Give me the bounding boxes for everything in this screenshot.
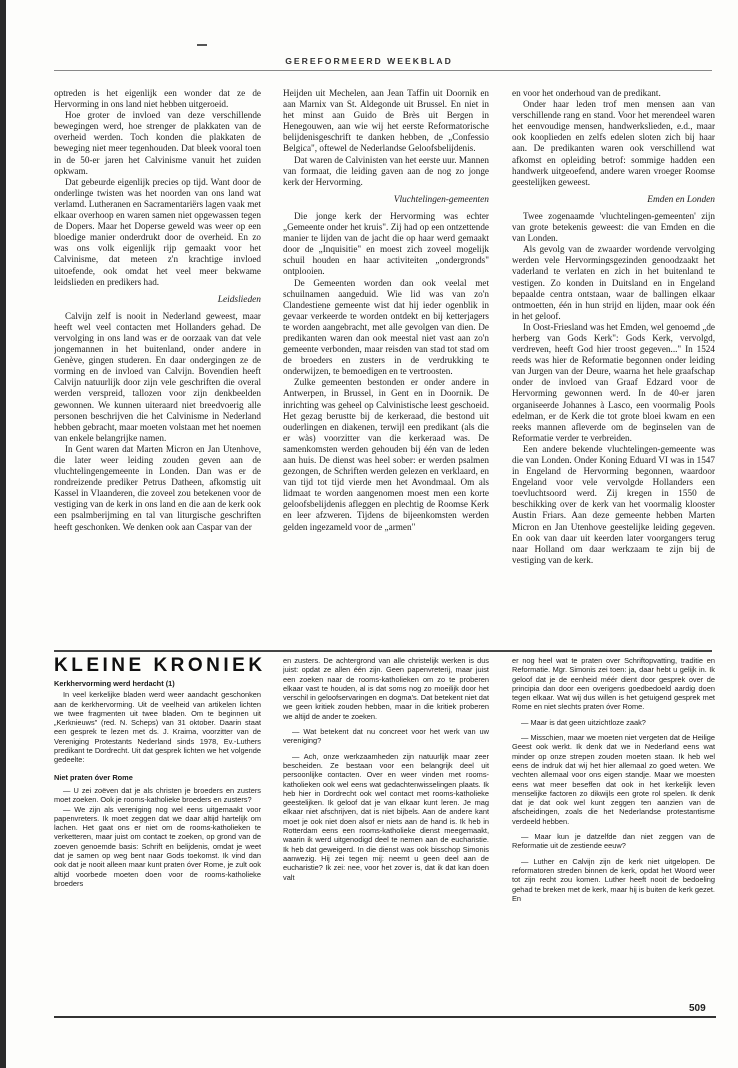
paragraph: en zusters. De achtergrond van alle christelijk werken is dus juist: opdat ze allen één zijn. Geen papenvreterij, maar juist een zoeken naar de rooms-katholieken om zo te proberen elkaar vast te houden, al is dat soms nog zo moeilijk door het verschil in geloofservaringen en dogma's. Dat betekent niet dat we geen kritiek zouden hebben, maar in die kritiek proberen we altijd de ander te zoeken. [283, 656, 489, 721]
article-column-3 [512, 88, 715, 646]
paragraph: In Gent waren dat Marten Micron en Jan Utenhove, die later weer leiding zouden geven aan de vluchtelingengemeente in Londen. Dan was er de rondreizende prediker Petrus Datheen, afkomstig uit Kassel in Vlaanderen, die zoveel zou betekenen voor de vestiging van de kerk in ons land en die aan de kerk ook een psalmberijming en tal van liturgische geschriften heeft geschonken. We denken ook aan Caspar van der [54, 443, 261, 532]
paragraph: De Gemeenten worden dan ook veelal met schuilnamen aangeduid. Wie lid was van zo'n Clandestiene gemeente wist dat hij ieder ogenblik in gevaar verkeerde te worden ontdekt en bij ketterjagers te worden aangebracht, met alle gevolgen van dien. De predikanten waren dan ook meestal niet vast aan zo'n gemeente verbonden, maar reisden van stad tot stad om de broeders en zusters in de verdrukking te onderwijzen, te bemoedigen en te vertroosten. [283, 277, 489, 377]
running-head: GEREFORMEERD WEEKBLAD [285, 56, 453, 66]
article-column-1 [54, 88, 261, 646]
paragraph: Zulke gemeenten bestonden er onder andere in Antwerpen, in Brussel, in Gent en in Doornik. De inrichting was geheel op Calvinistische leest geschoeid. Het gezag berustte bij de kerkeraad, die bestond uit ouderlingen en diakenen, terwijl een predikant (als die er wàs) voorzitter van die kerkeraad was. De samenkomsten werden gehouden bij één van de leden aan huis. De dienst was heel sober: er werden psalmen gezongen, de Schriften werden gelezen en verklaard, en van tijd tot tijd vierde men het Avondmaal. Om als lidmaat te worden aangenomen moest men een korte geloofsbelijdenis afleggen en plechtig de Roomse Kerk en leer afzweren. Tijdens de bijeenkomsten werden gelden ingezameld voor de „armen" [283, 377, 489, 532]
section-heading-leidslieden: Leidslieden [217, 294, 261, 305]
paragraph: en voor het onderhoud van de predikant. [512, 88, 661, 98]
paragraph: Die jonge kerk der Hervorming was echter „Gemeente onder het kruis". Zij had op een ontzettende manier te lijden van de jacht die op haar werd gemaakt door de „Inquisitie" en moest zich zoveel mogelijk schuil houden en haar activiteiten „ondergronds" ontplooien. [283, 210, 489, 277]
paragraph: — Wat betekent dat nu concreet voor het werk van uw vereniging? [283, 727, 489, 746]
header-rule [54, 70, 712, 71]
paragraph: — Maar kun je datzelfde dan niet zeggen van de Reformatie uit de zestiende eeuw? [512, 832, 715, 851]
paragraph: Een andere bekende vluchtelingen-gemeente was die van Londen. Onder Koning Eduard VI was in 1547 in Engeland de Hervorming begonnen, waardoor Engeland voor vele vervolgde Hollanders een toevluchtsoord werd. Zij kregen in 1550 de beschikking over de kerk van het voormalig klooster Austin Friars. Aan deze gemeente hebben Marten Micron en Jan Utenhove geestelijke leiding gegeven. En ook van daar uit keerden later voorgangers terug naar Holland om daar werkzaam te zijn bij de vestiging van de kerk. [512, 443, 715, 565]
page-number: 509 [689, 1003, 706, 1014]
kroniek-subhead: Niet praten óver Rome [54, 772, 133, 782]
paragraph: Onder haar leden trof men mensen aan van verschillende rang en stand. Voor het merendeel waren het eenvoudige mensen, handwerkslieden, e.d., maar ook kooplieden en zelfs edelen sloten zich bij haar aan. De predikanten waren ook verschillend wat afkomst en opleiding betrof: sommige hadden een handwerk uitgeoefend, andere waren vroeger Roomse geestelijken geweest. [512, 99, 715, 187]
footer-rule [54, 1016, 716, 1018]
paragraph: In Oost-Friesland was het Emden, wel genoemd „de herberg van Gods Kerk": Gods Kerk, vervolgd, verdreven, heeft God hier troost gegeven..." In 1524 reeds was hier de Reformatie begonnen onder leiding van Jurgen van der Deure, waarna het hele graafschap onder de invloed van Graaf Edzard voor de Hervorming gewonnen werd. In de 40-er jaren organiseerde Johannes à Lasco, een voormalig Pools edelman, er de Kerk die tot grote bloei kwam en een reeks mannen afleverde om de beginselen van de Reformatie verder te verbreiden. [512, 321, 715, 443]
article-column-2 [283, 88, 489, 646]
paragraph: — Misschien, maar we moeten niet vergeten dat de Heilige Geest ook werkt. Ik denk dat we in Nederland eens wat minder op onze strepen zouden moeten staan. Ik heb wel eens de indruk dat wij het hier allemaal zo goed weten. We vechten allemaal voor ons eigen standje. Maar we moesten eens wat meer beseffen dat ook in het kerkelijk leven menselijke factoren zo dikwijls een grote rol spelen. Ik denk dat je dat ook wel kunt zeggen ten aanzien van de afscheidingen, zoals die het Nederlandse protestantisme verdeeld hebben. [512, 733, 715, 826]
kroniek-title: KLEINE KRONIEK [54, 655, 266, 676]
paragraph: In veel kerkelijke bladen werd weer aandacht geschonken aan de kerkhervorming. Uit de veelheid van artikelen lichten we twee fragmenten uit twee bladen. Om te beginnen uit „Kerknieuws" (red. N. Scheps) van 31 oktober. Daarin staat een gesprek te lezen met ds. J. Kraima, voorzitter van de Vereniging Protestants Nederland sinds 1978, Ev.-Luthers predikant te Dordrecht. Uit dat gesprek lichten we het volgende gedeelte: [54, 690, 261, 765]
section-heading-emden-en-londen: Emden en Londen [647, 194, 715, 205]
paragraph: Calvijn zelf is nooit in Nederland geweest, maar heeft wel veel contacten met Hollanders gehad. De vervolging in ons land was er de oorzaak van dat vele jongemannen in het buitenland, onder andere in Genève, gingen studeren. En daar ondergingen ze de vorming en de invloed van Calvijn. Bovendien heeft Calvijn natuurlijk door zijn vele geschriften die overal werden verspreid, tallozen voor zijn denkbeelden gewonnen. We kunnen uiteraard niet breedvoerig alle personen beschrijven die het Calvinisme in Nederland hebben gebracht, maar moeten volstaan met het noemen van enkele belangrijke namen. [54, 310, 261, 443]
paragraph: Als gevolg van de zwaarder wordende vervolging werden vele Hervormingsgezinden genoodzaakt het vaderland te verlaten en zich in het buitenland te vestigen. Zo konden in Duitsland en in Engeland bepaalde centra ontstaan, waar de ballingen elkaar ontmoetten, één in hun strijd en lijden, maar ook één in het geloof. [512, 244, 715, 321]
kroniek-subtitle: Kerkhervorming werd herdacht (1) [54, 679, 175, 688]
kroniek-column-1 [54, 679, 261, 1001]
paragraph: — We zijn als vereniging nog wel eens uitgemaakt voor papenvreters. Ik moet zeggen dat we daar altijd hartelijk om lachen. Het gaat ons er niet om de rooms-katholieken te verketteren, maar juist om contact te zoeken, op grond van de zoeven genoemde basis: Schrift en belijdenis, omdat je weet dat je samen op weg bent naar Gods toekomst. Ik vind dan ook dat je nooit alleen maar kunt praten óver Rome, je zult ook altijd voorbede moeten doen voor de rooms-katholieke broeders [54, 804, 261, 888]
scan-page-edge [0, 0, 6, 1068]
section-heading-vluchtelingen-gemeenten: Vluchtelingen-gemeenten [393, 194, 489, 205]
paragraph: Hoe groter de invloed van deze verschillende bewegingen werd, hoe strenger de plakkaten van de overheid werden. Toch konden die plakkaten de beweging niet meer tegenhouden. Dat bleek vooral toen in de 50-er jaren het Calvinisme vanuit het zuiden opkwam. [54, 110, 261, 176]
scan-mark [197, 44, 207, 46]
paragraph: Twee zogenaamde 'vluchtelingen-gemeenten' zijn van grote betekenis geweest: die van Emden en die van Londen. [512, 210, 715, 244]
paragraph: Dat gebeurde eigenlijk precies op tijd. Want door de onderlinge twisten was het noorden van ons land wat verlamd. Lutheranen en Sacramentariërs lagen vaak met elkaar overhoop en waren samen niet opgewassen tegen de Dopers. Maar het Doperse geweld was weer op een bloedige manier onderdrukt door de overheid. En zo was ons volk eigenlijk rijp gemaakt voor het Calvinisme, dat meteen z'n krachtige invloed uitoefende, ook omdat het veel meer bekwame leidslieden en predikers had. [54, 176, 261, 287]
kroniek-column-2 [283, 656, 489, 1001]
paragraph: — Maar is dat geen uitzichtloze zaak? [521, 717, 646, 727]
paragraph: — Ach, onze werkzaamheden zijn natuurlijk maar zeer bescheiden. Ze bestaan voor een belangrijk deel uit persoonlijke contacten. Over en weer vinden met rooms-katholieken ook wel eens wat gedachtenwisselingen plaats. Ik heb hier in Dordrecht ook wel contact met rooms-katholieke geestelijken. Ik geloof dat je van elkaar kunt leren. Je mag elkaar niet afschrijven, dat is niet bijbels. Aan de andere kant moet je ook niet doen alsof er niets aan de hand is. Ik heb in Rotterdam eens een rooms-katholieke dienst meegemaakt, waarin ik werd uitgenodigd deel te nemen aan de eucharistie. Ik heb dat geweigerd. In die dienst was ook bisschop Simonis aanwezig. Hij zei tegen mij: neemt u geen deel aan de eucharistie? Ik zei: nee, voor het zover is, dat ik dat kan doen valt [283, 751, 489, 882]
paragraph: er nog heel wat te praten over Schriftopvatting, traditie en Reformatie. Mgr. Simonis zei toen: ja, daar hebt u gelijk in. Ik geloof dat je de eenheid méér dient door gesprek over de principia dan door een overigens goedbedoeld aardig doen tegen elkaar. Wat wij dus willen is het getuigend gesprek met Rome en niet slechts praten óver Rome. [512, 656, 715, 712]
paragraph: optreden is het eigenlijk een wonder dat ze de Hervorming in ons land niet hebben uitgeroeid. [54, 88, 261, 110]
kroniek-column-3 [512, 656, 715, 996]
paragraph: — U zei zoëven dat je als christen je broeders en zusters moet zoeken. Ook je rooms-katholieke broeders en zusters? [54, 785, 261, 805]
paragraph: — Luther en Calvijn zijn de kerk niet uitgelopen. De reformatoren streden binnen de kerk, opdat het Woord weer tot zijn recht zou komen. Luther heeft nooit de bedoeling gehad te breken met de kerk, maar hij is buiten de kerk gezet. En [512, 856, 715, 903]
section-divider [54, 650, 712, 652]
paragraph: Dat waren de Calvinisten van het eerste uur. Mannen van formaat, die leiding gaven aan de nog zo jonge kerk der Hervorming. [283, 154, 489, 187]
paragraph: Heijden uit Mechelen, aan Jean Taffin uit Doornik en aan Marnix van St. Aldegonde uit Brussel. En niet in het minst aan Guido de Brès uit Bergen in Henegouwen, aan wie wij het eerste Reformatorische belijdenisgeschrift te danken hebben, de „Confessio Belgica", oftewel de Nederlandse Geloofsbelijdenis. [283, 88, 489, 154]
